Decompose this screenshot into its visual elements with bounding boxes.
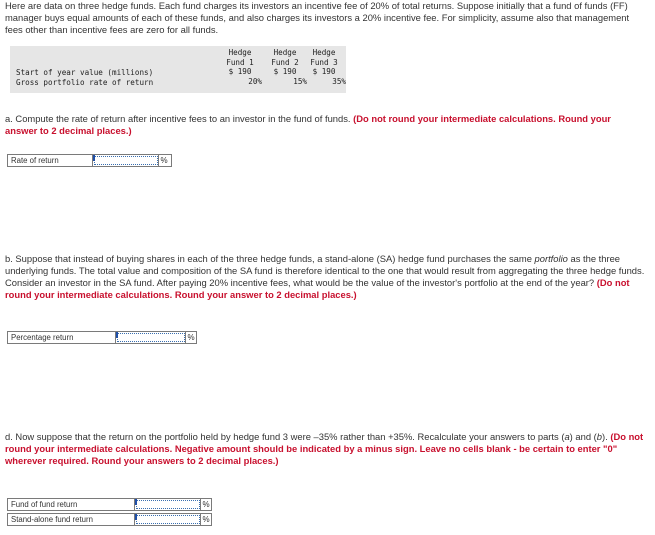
part-b-text2: as the three underlying funds. The total value and composition of the SA fund is therefore identical to the one that would result from aggregating the three hedge funds. Consider an investor in the SA fund. After paying 20% incentive fees, what would be the value of the investor's portfolio at the end of the year? [5, 253, 645, 288]
fund-2-start-value: $ 190 [273, 67, 297, 77]
part-d-ref-a: a [564, 431, 570, 442]
hedge-fund-data-table [10, 46, 346, 93]
part-d-answer-row-sa [7, 513, 212, 526]
rate-of-return-input[interactable] [93, 155, 159, 166]
fund-3-start-value: $ 190 [312, 67, 336, 77]
fund-of-fund-return-input[interactable] [135, 499, 201, 510]
part-d-instruction: (Do not round your intermediate calculations. Negative amount should be indicated by a minus sign. Leave no cells blank - be certain to enter "0" wherever required. Round your answers to 2 decimal places.) [5, 431, 644, 466]
part-a-question [5, 113, 645, 137]
fund-3-column [302, 48, 346, 86]
part-d-question [5, 431, 645, 467]
fund-1-start-value: $ 190 [228, 67, 252, 77]
input-marker-icon [135, 514, 137, 520]
row-label-start-value: Start of year value (millions) [16, 68, 154, 77]
problem-intro: Here are data on three hedge funds. Each fund charges its investors an incentive fee of 20% of total returns. Suppose initially that a fund of funds (FF) manager buys equal amounts of each of these funds, and also charges its investors a 20% incentive fee. For simplicity, assume also that management fees other than incentive fees are zero for all funds. [5, 0, 630, 35]
part-a-text: a. Compute the rate of return after incentive fees to an investor in the fund of funds. [5, 113, 351, 124]
stand-alone-fund-return-input[interactable] [135, 514, 201, 525]
part-d-text2: ). [602, 431, 611, 442]
input-marker-icon [116, 332, 118, 338]
part-d-mid: ) and ( [569, 431, 597, 442]
part-a-answer-row [7, 154, 172, 167]
percent-unit: % [202, 515, 210, 524]
fund-1-header-line1: Hedge [228, 48, 252, 57]
part-d-ref-b: b [596, 431, 602, 442]
part-b-question [5, 253, 645, 301]
fund-3-rate: 35% [332, 76, 346, 86]
part-d-answer-row-ff [7, 498, 212, 511]
part-b-text1: b. Suppose that instead of buying shares in each of the three hedge funds, a stand-alone (SA) hedge fund purchases the same [5, 253, 532, 264]
part-b-instruction: (Do not round your intermediate calculations. Round your answer to 2 decimal places.) [5, 277, 630, 300]
percent-unit: % [160, 156, 168, 165]
fund-2-header-line2: Fund 2 [271, 57, 299, 67]
fund-3-header-line1: Hedge [312, 48, 336, 57]
part-d-text1: d. Now suppose that the return on the portfolio held by hedge fund 3 were –35% rather than +35%. Recalculate your answers to parts ( [5, 431, 565, 442]
fund-2-rate: 15% [293, 76, 307, 86]
fund-1-header-line2: Fund 1 [226, 57, 254, 67]
part-b-text2-italic: portfolio [534, 253, 568, 264]
part-b-row-label: Percentage return [8, 332, 116, 343]
input-marker-icon [135, 499, 137, 505]
part-d-row-label-sa: Stand-alone fund return [8, 514, 135, 525]
fund-1-rate: 20% [248, 76, 262, 86]
part-d-row-label-ff: Fund of fund return [8, 499, 135, 510]
part-a-row-label: Rate of return [8, 155, 93, 166]
part-a-instruction: (Do not round your intermediate calculations. Round your answer to 2 decimal places.) [5, 113, 611, 136]
part-b-answer-row [7, 331, 197, 344]
fund-1-column [218, 48, 262, 86]
percent-unit: % [202, 500, 210, 509]
fund-2-header-line1: Hedge [273, 48, 297, 57]
percentage-return-input[interactable] [116, 332, 186, 343]
row-label-gross-rate: Gross portfolio rate of return [16, 78, 154, 87]
fund-2-column [263, 48, 307, 86]
percent-unit: % [187, 333, 195, 342]
input-marker-icon [93, 155, 95, 161]
fund-3-header-line2: Fund 3 [310, 57, 338, 67]
